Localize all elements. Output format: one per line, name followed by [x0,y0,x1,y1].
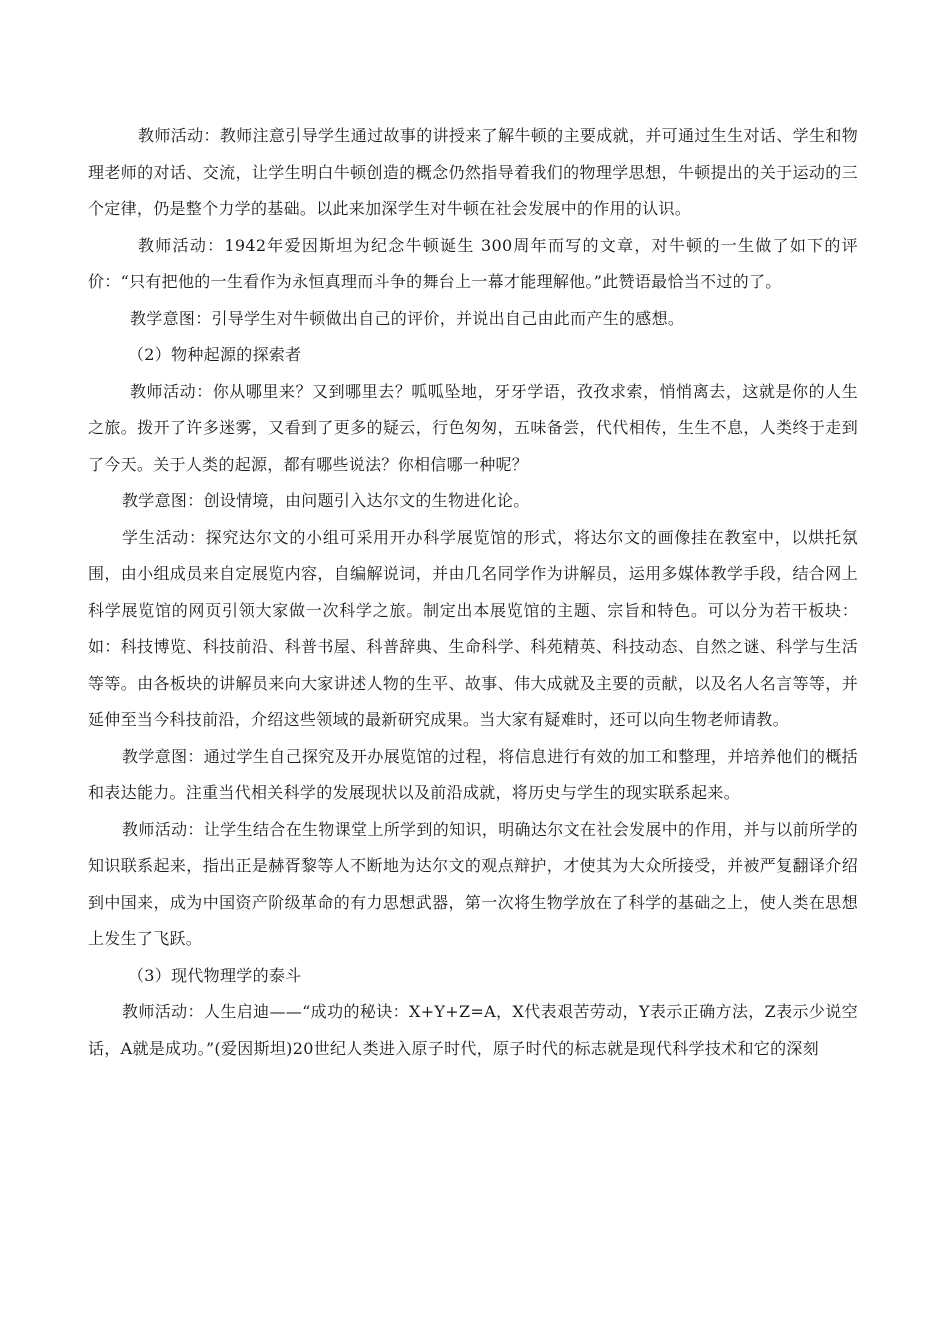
paragraph-human-origins: 教师活动：你从哪里来？又到哪里去？呱呱坠地，牙牙学语，孜孜求索，悄悄离去，这就是你的人生之旅。拨开了许多迷雾，又看到了更多的疑云，行色匆匆，五味备尝，代代相传，生生不息，人类终于走到了今天。关于人类的起源，都有哪些说法？你相信哪一种呢？ [88,381,858,474]
section-heading-einstein: （3）现代物理学的泰斗 [128,965,302,985]
document-body [88,118,858,1067]
paragraph-newton-intent: 教学意图：引导学生对牛顿做出自己的评价，并说出自己由此而产生的感想。 [130,308,685,328]
section-heading-darwin: （2）物种起源的探索者 [128,345,302,364]
paragraph-success-formula: 教师活动：人生启迪——“成功的秘诀：X+Y+Z=A，X代表艰苦劳动，Y表示正确方法，Z表示少说空话，A就是成功。”(爱因斯坦)20世纪人类进入原子时代，原子时代的标志就是现代科学技术和它的深刻 [88,1002,858,1058]
paragraph-darwin-role: 教师活动：让学生结合在生物课堂上所学到的知识，明确达尔文在社会发展中的作用，并与以前所学的知识联系起来，指出正是赫胥黎等人不断地为达尔文的观点辩护，才使其为大众所接受，并被严复翻译介绍到中国来，成为中国资产阶级革命的有力思想武器，第一次将生物学放在了科学的基础之上，使人类在思想上发生了飞跃。 [88,819,858,948]
paragraph-darwin-intent: 教学意图：创设情境，由问题引入达尔文的生物进化论。 [122,491,530,510]
paragraph-student-exhibition: 学生活动：探究达尔文的小组可采用开办科学展览馆的形式，将达尔文的画像挂在教室中，以烘托氛围，由小组成员来自定展览内容，自编解说词，并由几名同学作为讲解员，运用多媒体教学手段，结合网上科学展览馆的网页引领大家做一次科学之旅。制定出本展览馆的主题、宗旨和特色。可以分为若干板块：如：科技博览、科技前沿、科普书屋、科普辞典、生命科学、科苑精英、科技动态、自然之谜、科学与生活等等。由各板块的讲解员来向大家讲述人物的生平、故事、伟大成就及主要的贡献，以及名人名言等等，并延伸至当今科技前沿，介绍这些领域的最新研究成果。当大家有疑难时，还可以向生物老师请教。 [88,527,858,729]
paragraph-exhibition-intent: 教学意图：通过学生自己探究及开办展览馆的过程，将信息进行有效的加工和整理，并培养他们的概括和表达能力。注重当代相关科学的发展现状以及前沿成就，将历史与学生的现实联系起来。 [88,746,858,802]
paragraph-newton-achievements: 教师活动：教师注意引导学生通过故事的讲授来了解牛顿的主要成就，并可通过生生对话、学生和物理老师的对话、交流，让学生明白牛顿创造的概念仍然指导着我们的物理学思想，牛顿提出的关于运动的三个定律，仍是整个力学的基础。以此来加深学生对牛顿在社会发展中的作用的认识。 [88,126,858,218]
paragraph-einstein-tribute: 教师活动：1942年爱因斯坦为纪念牛顿诞生 300周年而写的文章，对牛顿的一生做了如下的评价：“只有把他的一生看作为永恒真理而斗争的舞台上一幕才能理解他。”此赞语最恰当不过的了。 [88,235,858,291]
